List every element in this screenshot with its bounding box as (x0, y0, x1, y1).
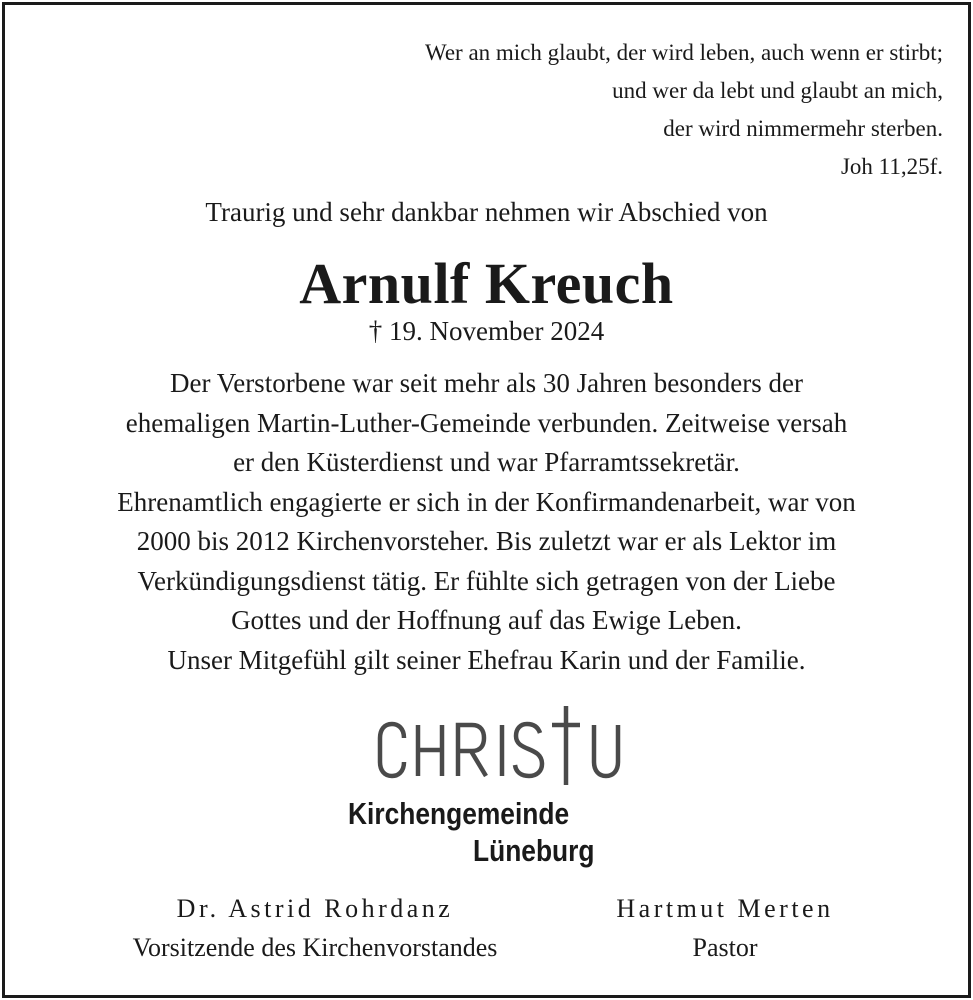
signature-pastor (585, 890, 865, 968)
body-line: Ehrenamtlich engagierte er sich in der Konfirmandenarbeit, war von (117, 486, 856, 517)
body-line: Unser Mitgefühl gilt seiner Ehefrau Karin und der Familie. (167, 644, 806, 675)
body-line: Verkündigungsdienst tätig. Er fühlte sich getragen von der Liebe (137, 565, 836, 596)
body-line: Der Verstorbene war seit mehr als 30 Jahren besonders der (169, 368, 804, 398)
signature-chair (80, 890, 550, 968)
signatory-role: Vorsitzende des Kirchenvorstandes (132, 933, 498, 962)
deceased-name: Arnulf Kreuch (299, 251, 674, 316)
signatory-name: Dr. Astrid Rohrdanz (176, 894, 454, 923)
logo-text-line2: Lüneburg (473, 833, 595, 868)
verse-reference: Joh 11,25f. (840, 154, 943, 179)
body-line: er den Küsterdienst und war Pfarramtssekretär. (233, 447, 740, 477)
verse-line: und wer da lebt und glaubt an mich, (612, 78, 943, 103)
christus-final-s (340, 700, 640, 795)
verse-line: Wer an mich glaubt, der wird leben, auch wenn er stirbt; (424, 40, 943, 65)
church-logo (340, 700, 640, 880)
body-line: Gottes und der Hoffnung auf das Ewige Leben. (231, 605, 742, 635)
verse-line: der wird nimmermehr sterben. (663, 116, 943, 141)
body-line: 2000 bis 2012 Kirchenvorsteher. Bis zuletzt war er als Lektor im (136, 526, 837, 556)
obituary-body (20, 364, 953, 680)
bible-verse (425, 34, 943, 186)
death-date: † 19. November 2024 (368, 316, 605, 346)
logo-text-line1: Kirchengemeinde (348, 796, 570, 831)
body-line: ehemaligen Martin-Luther-Gemeinde verbunden. Zeitweise versah (125, 407, 848, 438)
signatory-role: Pastor (692, 933, 758, 962)
signatory-name: Hartmut Merten (616, 894, 834, 923)
intro-text: Traurig und sehr dankbar nehmen wir Abschied von (205, 197, 768, 227)
